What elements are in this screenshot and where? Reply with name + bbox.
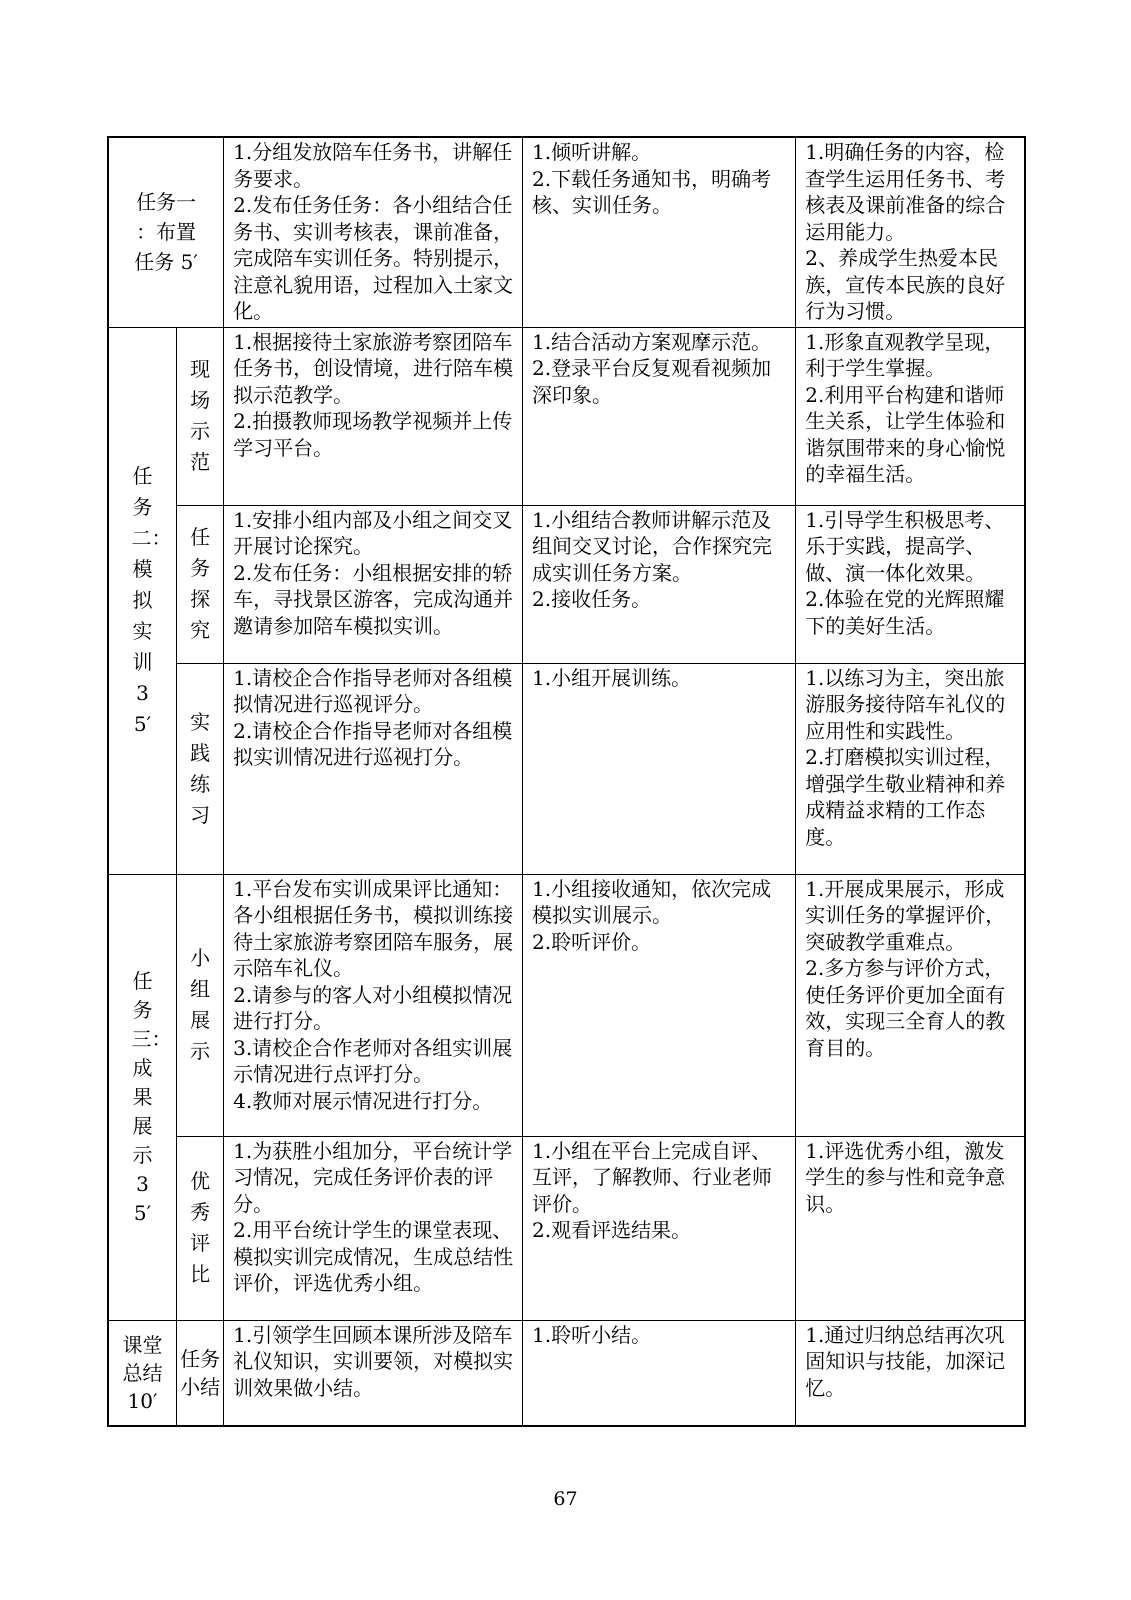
teacher-activity-text: 1.为获胜小组加分，平台统计学习情况，完成任务评价表的评分。 2.用平台统计学生的课堂表现、模拟实训完成情况，生成总结性评价，评选优秀小组。 [233,1138,514,1295]
substage-cell [177,874,224,1136]
teacher-activity-text: 1.请校企合作指导老师对各组模拟情况进行巡视评分。 2.请校企合作指导老师对各组模拟实训情况进行巡视打分。 [233,665,513,769]
student-activity-cell [522,1136,795,1320]
substage-label: 任务探究 [190,525,211,642]
table-row [108,137,1025,327]
substage-label: 小组展示 [190,946,211,1063]
table-row [108,874,1025,1136]
design-intent-cell [796,327,1025,505]
student-activity-cell [522,1320,795,1426]
page-number: 67 [553,1488,578,1510]
student-activity-text: 1.聆听小结。 [531,1322,652,1347]
student-activity-text: 1.小组开展训练。 [531,665,692,690]
design-intent-text: 1.以练习为主，突出旅游服务接待陪车礼仪的应用性和实践性。 2.打磨模拟实训过程，增强学生敬业精神和养成精益求精的工作态度。 [805,665,1006,849]
student-activity-cell [522,505,795,663]
substage-label: 实践练习 [190,709,211,827]
teacher-activity-cell [224,1320,523,1426]
teacher-activity-cell [224,1136,523,1320]
teacher-activity-cell [224,137,523,327]
student-activity-cell [522,874,795,1136]
stage-label: 任务二：模拟实训35′ [131,464,172,736]
student-activity-text: 1.小组在平台上完成自评、互评，了解教师、行业老师评价。 2.观看评选结果。 [531,1138,772,1242]
table-row [108,505,1025,663]
student-activity-text: 1.倾听讲解。 2.下载任务通知书，明确考核、实训任务。 [531,140,772,217]
design-intent-text: 1.通过归纳总结再次巩固知识与技能，加深记忆。 [805,1322,1006,1400]
design-intent-text: 1.评选优秀小组，激发学生的参与性和竞争意识。 [805,1138,1006,1216]
stage-cell [108,137,224,327]
stage-label: 课堂 总结 10′ [122,1332,163,1413]
substage-cell [177,327,224,505]
design-intent-text: 1.明确任务的内容，检查学生运用任务书、考核表及课前准备的综合运用能力。 2、养成学生热爱本民族，宣传本民族的良好行为习惯。 [805,140,1006,323]
student-activity-text: 1.小组结合教师讲解示范及组间交叉讨论，合作探究完成实训任务方案。 2.接收任务。 [531,507,772,611]
design-intent-cell [796,663,1025,874]
stage-label: 任务一 ：布置 任务 5′ [134,190,198,275]
teacher-activity-cell [224,327,523,505]
table-row [108,663,1025,874]
lesson-plan-table [107,136,1026,1427]
teacher-activity-cell [224,663,523,874]
substage-label: 优秀评比 [190,1169,211,1286]
design-intent-cell [796,1136,1025,1320]
student-activity-text: 1.小组接收通知，依次完成模拟实训展示。 2.聆听评价。 [531,876,772,954]
teacher-activity-text: 1.引领学生回顾本课所涉及陪车礼仪知识，实训要领，对模拟实训效果做小结。 [233,1322,514,1400]
substage-label: 任务 小结 [180,1346,221,1399]
design-intent-text: 1.开展成果展示，形成实训任务的掌握评价，突破教学重难点。 2.多方参与评价方式，使任务评价更加全面有效，实现三全育人的教育目的。 [805,876,1006,1060]
teacher-activity-cell [224,874,523,1136]
substage-cell [177,1320,224,1426]
design-intent-text: 1.引导学生积极思考、乐于实践，提高学、做、演一体化效果。 2.体验在党的光辉照耀下的美好生活。 [805,507,1005,638]
substage-cell [177,1136,224,1320]
teacher-activity-text: 1.分组发放陪车任务书，讲解任务要求。 2.发布任务任务：各小组结合任务书、实训考核表，课前准备，完成陪车实训任务。特别提示，注意礼貌用语，过程加入土家文化。 [233,140,514,323]
design-intent-cell [796,505,1025,663]
table-row [108,1136,1025,1320]
teacher-activity-text: 1.根据接待土家旅游考察团陪车任务书，创设情境，进行陪车模拟示范教学。 2.拍摄教师现场教学视频并上传学习平台。 [233,329,514,460]
stage-label: 任务三：成果展示35′ [131,968,172,1225]
student-activity-cell [522,663,795,874]
substage-cell [177,505,224,663]
substage-cell [177,663,224,874]
student-activity-text: 1.结合活动方案观摩示范。 2.登录平台反复观看视频加深印象。 [531,329,772,407]
table-row [108,1320,1025,1426]
substage-label: 现场示范 [190,357,211,474]
design-intent-cell [796,137,1025,327]
teacher-activity-text: 1.平台发布实训成果评比通知：各小组根据任务书，模拟训练接待土家旅游考察团陪车服务，展示陪车礼仪。 2.请参与的客人对小组模拟情况进行打分。 3.请校企合作老师对各组实训展示情况进行点评打分。 4.教师对展示情况进行打分。 [233,876,514,1113]
teacher-activity-cell [224,505,523,663]
student-activity-cell [522,327,795,505]
student-activity-cell [522,137,795,327]
design-intent-cell [796,874,1025,1136]
stage-cell [108,1320,177,1426]
design-intent-text: 1.形象直观教学呈现，利于学生掌握。 2.利用平台构建和谐师生关系，让学生体验和谐氛围带来的身心愉悦的幸福生活。 [805,329,1006,486]
teacher-activity-text: 1.安排小组内部及小组之间交叉开展讨论探究。 2.发布任务：小组根据安排的轿车，寻找景区游客，完成沟通并邀请参加陪车模拟实训。 [233,507,514,638]
design-intent-cell [796,1320,1025,1426]
stage-cell [108,874,177,1320]
stage-cell [108,327,177,874]
table-row [108,327,1025,505]
